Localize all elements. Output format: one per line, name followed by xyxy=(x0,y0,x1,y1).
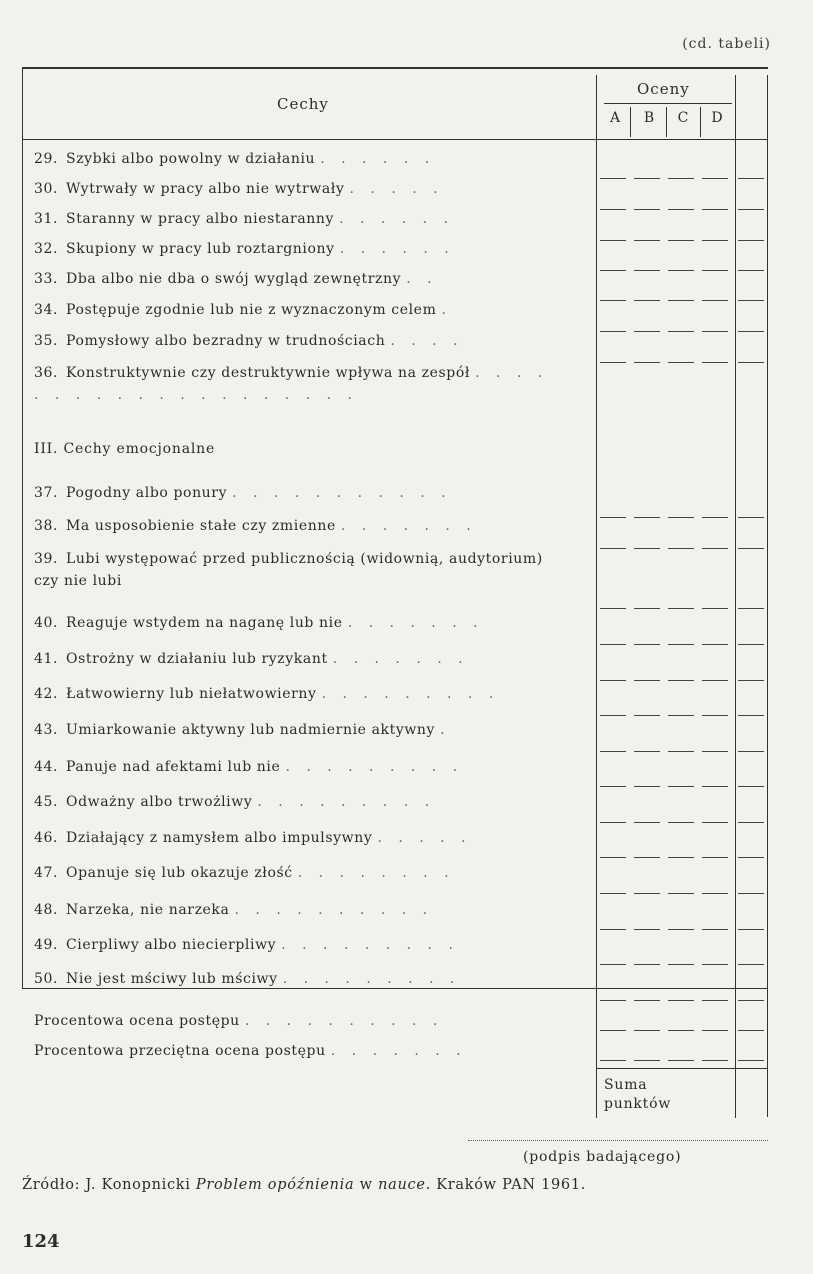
score-cell-line xyxy=(668,644,694,645)
section-heading: III. Cechy emocjonalne xyxy=(34,441,216,457)
score-cell-line xyxy=(600,751,626,752)
leader-dots: . . . . . . . . . xyxy=(282,971,461,987)
row-text: Procentowa ocena postępu xyxy=(34,1013,240,1029)
score-cell-line xyxy=(738,929,764,930)
source-title: Problem opóźnienia xyxy=(195,1177,355,1193)
score-cell-line xyxy=(600,786,626,787)
score-cell-line xyxy=(634,1060,660,1061)
score-cell-line xyxy=(702,929,728,930)
row-number: 36. xyxy=(34,365,59,381)
suma-top-rule xyxy=(596,1068,768,1069)
row-number: 49. xyxy=(34,937,59,953)
table-row xyxy=(34,362,554,406)
signature-line xyxy=(468,1140,768,1141)
column-header-b: B xyxy=(643,110,655,126)
score-cell-line xyxy=(702,1000,728,1001)
score-cell-line xyxy=(702,362,728,363)
score-cell-line xyxy=(668,517,694,518)
row-number: 30. xyxy=(34,181,59,197)
column-header-cechy: Cechy xyxy=(277,95,329,113)
row-text: Wytrwały w pracy albo nie wytrwały xyxy=(66,181,345,197)
score-cell-line xyxy=(702,822,728,823)
table-row xyxy=(34,791,582,813)
score-cell-line xyxy=(634,964,660,965)
column-header-c: C xyxy=(677,110,689,126)
score-cell-line xyxy=(738,715,764,716)
score-cell-line xyxy=(600,715,626,716)
table-row xyxy=(34,862,582,884)
score-cell-line xyxy=(600,857,626,858)
score-cell-line xyxy=(668,300,694,301)
row-number: 43. xyxy=(34,722,59,738)
row-number: 34. xyxy=(34,302,59,318)
score-cell-line xyxy=(738,209,764,210)
score-cell-line xyxy=(634,1030,660,1031)
column-header-oceny: Oceny xyxy=(637,80,690,98)
score-cell-line xyxy=(600,680,626,681)
source-mid: w xyxy=(359,1177,373,1193)
score-cell-line xyxy=(738,608,764,609)
score-cell-line xyxy=(634,857,660,858)
score-cell-line xyxy=(702,680,728,681)
score-cell-line xyxy=(702,751,728,752)
row-text: Ma usposobienie stałe czy zmienne xyxy=(66,518,336,534)
score-cell-line xyxy=(668,331,694,332)
row-text: Nie jest mściwy lub mściwy xyxy=(66,971,278,987)
row-number: 37. xyxy=(34,485,59,501)
score-cell-line xyxy=(634,331,660,332)
row-text: Procentowa przeciętna ocena postępu xyxy=(34,1043,326,1059)
row-text: Szybki albo powolny w działaniu xyxy=(66,151,316,167)
score-cell-line xyxy=(600,822,626,823)
row-text: Reaguje wstydem na naganę lub nie xyxy=(66,615,343,631)
row-text: Narzeka, nie narzeka xyxy=(66,902,230,918)
header-bottom-rule xyxy=(22,139,768,140)
row-number: 35. xyxy=(34,333,59,349)
score-cell-line xyxy=(600,270,626,271)
leader-dots: . . . . . . xyxy=(339,241,455,257)
score-cell-line xyxy=(600,644,626,645)
table-row xyxy=(34,548,554,592)
score-cell-line xyxy=(600,964,626,965)
score-cell-line xyxy=(668,209,694,210)
score-cell-line xyxy=(634,608,660,609)
leader-dots: . . . . . . . . . . xyxy=(244,1013,444,1029)
score-cell-line xyxy=(702,300,728,301)
table-row xyxy=(34,612,582,634)
source-title-2: nauce xyxy=(378,1177,426,1193)
column-header-a: A xyxy=(609,110,621,126)
row-text: Staranny w pracy albo niestaranny xyxy=(66,211,335,227)
score-cell-line xyxy=(634,362,660,363)
score-cell-line xyxy=(668,786,694,787)
row-text: Opanuje się lub okazuje złość xyxy=(66,865,293,881)
table-row xyxy=(34,208,582,230)
leader-dots: . . . . . . . . . xyxy=(285,759,464,775)
score-cell-line xyxy=(738,857,764,858)
suma-label: Suma xyxy=(604,1077,648,1093)
score-cell-line xyxy=(702,715,728,716)
score-cell-line xyxy=(702,240,728,241)
score-cell-line xyxy=(600,1000,626,1001)
score-cell-line xyxy=(668,680,694,681)
punktow-label: punktów xyxy=(604,1096,672,1112)
score-cell-line xyxy=(668,893,694,894)
score-cell-line xyxy=(702,608,728,609)
leader-dots: . . . . . . . xyxy=(330,1043,467,1059)
source-suffix: . Kraków PAN 1961. xyxy=(425,1177,587,1193)
row-text: Ostrożny w działaniu lub ryzykant xyxy=(66,651,328,667)
score-cell-line xyxy=(600,893,626,894)
score-cell-line xyxy=(702,857,728,858)
score-cell-line xyxy=(702,964,728,965)
score-cell-line xyxy=(738,822,764,823)
leader-dots: . . . . . xyxy=(349,181,444,197)
leader-dots: . . . . . xyxy=(377,830,472,846)
leader-dots: . . xyxy=(406,271,438,287)
table-row xyxy=(34,683,582,705)
score-cell-line xyxy=(634,517,660,518)
score-cell-line xyxy=(738,270,764,271)
leader-dots: . . . . . . . . . . . xyxy=(232,485,452,501)
col-a-rule xyxy=(630,107,631,137)
score-cell-line xyxy=(600,331,626,332)
score-cell-line xyxy=(738,964,764,965)
row-text: Pomysłowy albo bezradny w trudnościach xyxy=(66,333,386,349)
row-number: 45. xyxy=(34,794,59,810)
row-text: Odważny albo trwożliwy xyxy=(66,794,253,810)
score-cell-line xyxy=(634,270,660,271)
score-cell-line xyxy=(702,548,728,549)
leader-dots: . . . . . . . . xyxy=(297,865,455,881)
score-cell-line xyxy=(668,362,694,363)
leader-dots: . . . . . . xyxy=(339,211,455,227)
leader-dots: . . . . . . xyxy=(320,151,436,167)
score-cell-line xyxy=(634,1000,660,1001)
table-right-rule xyxy=(767,75,768,1117)
row-number: 42. xyxy=(34,686,59,702)
table-row xyxy=(34,268,582,290)
row-number: 41. xyxy=(34,651,59,667)
score-cell-line xyxy=(600,1030,626,1031)
score-cell-line xyxy=(600,178,626,179)
scores-left-rule xyxy=(596,75,597,1118)
score-cell-line xyxy=(738,548,764,549)
score-cell-line xyxy=(600,362,626,363)
score-cell-line xyxy=(634,715,660,716)
row-number: 50. xyxy=(34,971,59,987)
score-cell-line xyxy=(738,331,764,332)
score-cell-line xyxy=(668,608,694,609)
leader-dots: . . . . . . . xyxy=(340,518,477,534)
score-cell-line xyxy=(702,331,728,332)
score-cell-line xyxy=(634,822,660,823)
table-left-rule xyxy=(22,67,23,989)
score-cell-line xyxy=(738,893,764,894)
table-row xyxy=(34,756,582,778)
table-row xyxy=(34,238,582,260)
score-cell-line xyxy=(702,893,728,894)
score-cell-line xyxy=(634,209,660,210)
row-text: Pogodny albo ponury xyxy=(66,485,228,501)
row-number: 40. xyxy=(34,615,59,631)
oceny-underline xyxy=(604,103,732,104)
score-cell-line xyxy=(600,548,626,549)
score-cell-line xyxy=(634,680,660,681)
row-number: 38. xyxy=(34,518,59,534)
table-row xyxy=(34,968,582,990)
table-row xyxy=(34,934,582,956)
leader-dots: . . . . xyxy=(390,333,464,349)
leader-dots: . . . . . . . . . . . . . . . . . . . . xyxy=(34,365,549,403)
row-number: 48. xyxy=(34,902,59,918)
table-row xyxy=(34,330,582,352)
score-cell-line xyxy=(600,608,626,609)
score-cell-line xyxy=(702,270,728,271)
row-number: 29. xyxy=(34,151,59,167)
leader-dots: . . . . . . . xyxy=(347,615,484,631)
table-row xyxy=(34,899,582,921)
score-cell-line xyxy=(738,644,764,645)
leader-dots: . xyxy=(440,722,451,738)
score-cell-line xyxy=(668,929,694,930)
score-cell-line xyxy=(738,786,764,787)
row-text: Dba albo nie dba o swój wygląd zewnętrzny xyxy=(66,271,402,287)
score-cell-line xyxy=(634,751,660,752)
row-number: 46. xyxy=(34,830,59,846)
table-row xyxy=(34,719,582,741)
score-cell-line xyxy=(738,1000,764,1001)
score-cell-line xyxy=(668,1030,694,1031)
row-number: 39. xyxy=(34,551,59,567)
table-top-rule xyxy=(22,67,768,69)
extra-col-rule xyxy=(735,75,736,1118)
score-cell-line xyxy=(634,240,660,241)
score-cell-line xyxy=(668,1000,694,1001)
score-cell-line xyxy=(600,209,626,210)
score-cell-line xyxy=(702,1060,728,1061)
row-number: 32. xyxy=(34,241,59,257)
table-row xyxy=(34,178,582,200)
score-cell-line xyxy=(600,1060,626,1061)
score-cell-line xyxy=(738,1030,764,1031)
leader-dots: . . . . . . . . . xyxy=(281,937,459,953)
table-row xyxy=(34,299,582,321)
score-cell-line xyxy=(738,362,764,363)
col-c-rule xyxy=(700,107,701,137)
score-cell-line xyxy=(668,240,694,241)
row-text: Lubi występować przed publicznością (widownią, audytorium) czy nie lubi xyxy=(34,551,543,589)
score-cell-line xyxy=(702,517,728,518)
table-row xyxy=(34,1010,582,1032)
table-row xyxy=(34,515,582,537)
leader-dots: . . . . . . . . . xyxy=(321,686,500,702)
score-cell-line xyxy=(668,715,694,716)
score-cell-line xyxy=(738,517,764,518)
table-row xyxy=(34,148,582,170)
row-number: 33. xyxy=(34,271,59,287)
score-cell-line xyxy=(634,548,660,549)
score-cell-line xyxy=(668,178,694,179)
leader-dots: . . . . . . . . . xyxy=(257,794,436,810)
score-cell-line xyxy=(702,209,728,210)
score-cell-line xyxy=(738,240,764,241)
source-citation xyxy=(22,1177,586,1193)
score-cell-line xyxy=(702,644,728,645)
row-number: 31. xyxy=(34,211,59,227)
leader-dots: . . . . . . . xyxy=(332,651,469,667)
row-text: Umiarkowanie aktywny lub nadmiernie aktywny xyxy=(66,722,436,738)
score-cell-line xyxy=(634,893,660,894)
score-cell-line xyxy=(600,929,626,930)
score-cell-line xyxy=(600,300,626,301)
score-cell-line xyxy=(668,548,694,549)
score-cell-line xyxy=(600,240,626,241)
score-cell-line xyxy=(738,178,764,179)
score-cell-line xyxy=(668,822,694,823)
row-text: Skupiony w pracy lub roztargniony xyxy=(66,241,335,257)
row-text: Cierpliwy albo niecierpliwy xyxy=(66,937,277,953)
table-row xyxy=(34,827,582,849)
col-b-rule xyxy=(666,107,667,137)
table-row xyxy=(34,648,582,670)
row-text: Łatwowierny lub niełatwowierny xyxy=(66,686,317,702)
leader-dots: . . . . . . . . . . xyxy=(234,902,434,918)
score-cell-line xyxy=(738,300,764,301)
score-cell-line xyxy=(634,929,660,930)
row-number: 44. xyxy=(34,759,59,775)
score-cell-line xyxy=(600,517,626,518)
score-cell-line xyxy=(738,751,764,752)
row-text: Panuje nad afektami lub nie xyxy=(66,759,281,775)
row-number: 47. xyxy=(34,865,59,881)
score-cell-line xyxy=(668,751,694,752)
column-header-d: D xyxy=(711,110,723,126)
page-number: 124 xyxy=(22,1231,60,1252)
score-cell-line xyxy=(634,644,660,645)
score-cell-line xyxy=(668,964,694,965)
score-cell-line xyxy=(738,680,764,681)
score-cell-line xyxy=(668,857,694,858)
table-row xyxy=(34,482,582,504)
score-cell-line xyxy=(668,1060,694,1061)
score-cell-line xyxy=(702,786,728,787)
row-text: Postępuje zgodnie lub nie z wyznaczonym celem xyxy=(66,302,437,318)
score-cell-line xyxy=(668,270,694,271)
score-cell-line xyxy=(702,178,728,179)
row-text: Działający z namysłem albo impulsywny xyxy=(66,830,373,846)
table-row xyxy=(34,1040,582,1062)
score-cell-line xyxy=(634,786,660,787)
score-cell-line xyxy=(634,178,660,179)
continued-label: (cd. tabeli) xyxy=(682,36,771,52)
signature-label: (podpis badającego) xyxy=(523,1149,682,1165)
score-cell-line xyxy=(738,1060,764,1061)
leader-dots: . xyxy=(441,302,452,318)
row-text: Konstruktywnie czy destruktywnie wpływa na zespół xyxy=(66,365,471,381)
score-cell-line xyxy=(634,300,660,301)
score-cell-line xyxy=(702,1030,728,1031)
source-prefix: Źródło: J. Konopnicki xyxy=(22,1177,191,1193)
